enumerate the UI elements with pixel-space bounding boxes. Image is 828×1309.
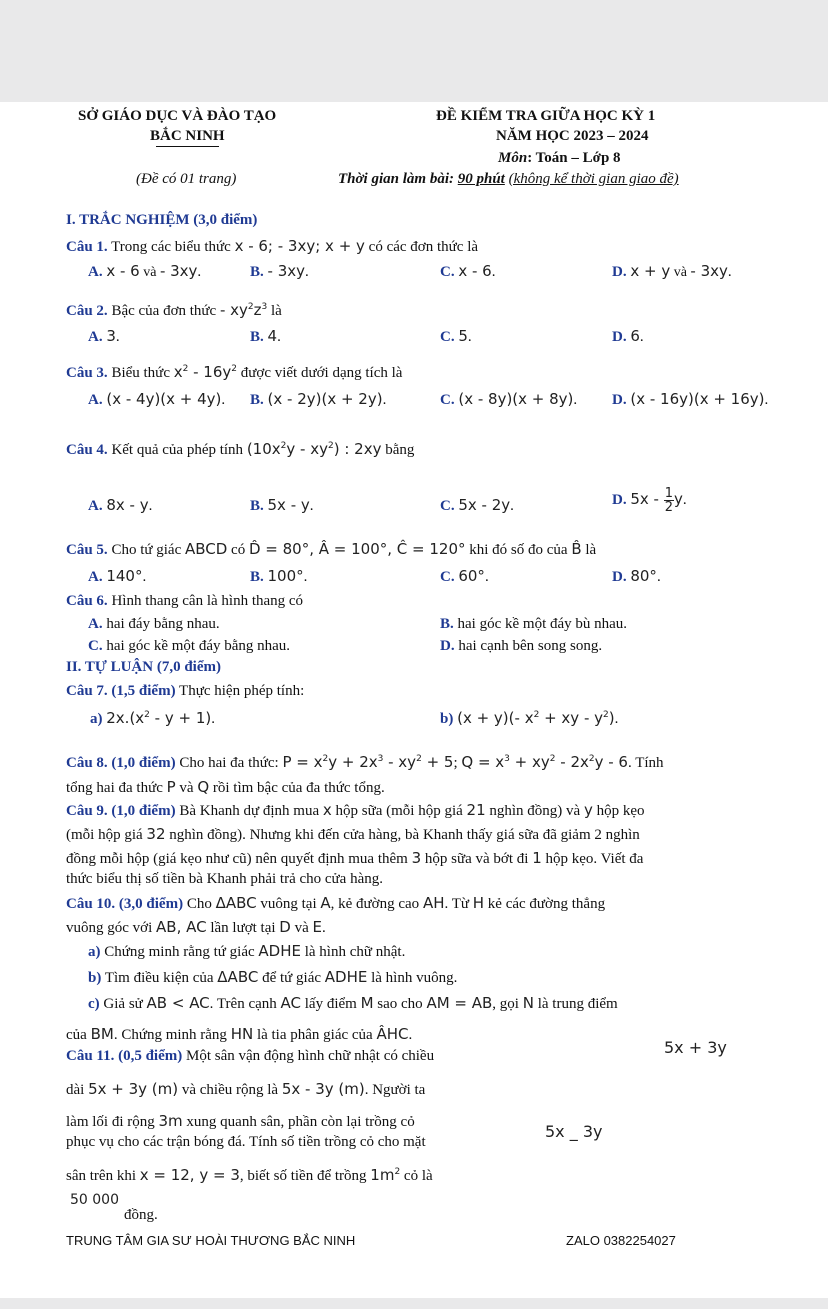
q4-a-value: 8x - y <box>106 496 149 514</box>
q10-b-text: Tìm điều kiện của <box>101 970 218 986</box>
q6-b-label: B. <box>440 616 454 632</box>
section-2-title: II. TỰ LUẬN (7,0 điểm) <box>66 659 222 675</box>
header-province-text: BẮC NINH <box>150 128 225 144</box>
q7-part-b: b) (x + y)(- $x^2$ + xy - $y^2$). <box>440 709 619 727</box>
q1-label: Câu 1. <box>66 239 108 255</box>
q11-l2a: dài <box>66 1082 89 1098</box>
q7-a-label: a) <box>90 711 103 727</box>
q4-b-value: 5x - y <box>267 496 310 514</box>
footer-center-name: TRUNG TÂM GIA SƯ HOÀI THƯƠNG BẮC NINH <box>66 1233 356 1248</box>
q11-l5c: cỏ là <box>400 1168 433 1184</box>
q6-d-text: hai cạnh bên song song. <box>454 638 603 654</box>
q10-c-text: Giả sử <box>99 996 147 1012</box>
q5-c-value: 60° <box>458 567 485 585</box>
q6-b-text: hai góc kề một đáy bù nhau. <box>453 616 628 632</box>
q8-label: Câu 8. (1,0 điểm) <box>66 755 176 771</box>
q5-option-b[interactable]: B. 100°. <box>250 567 308 585</box>
q4-expr: $(10x^2y - xy^2)$ : 2xy <box>246 440 382 458</box>
question-6 <box>66 593 303 610</box>
q1-option-d[interactable]: D. x + y và - 3xy. <box>612 262 732 280</box>
q10-A: A <box>320 894 331 912</box>
q4-option-b[interactable]: B. 5x - y. <box>250 496 314 514</box>
q10-l1c: , kẻ đường cao <box>330 896 423 912</box>
q10-a-text: Chứng minh rằng tứ giác <box>100 944 259 960</box>
question-11 <box>66 1048 434 1065</box>
q9-n1: 1 <box>532 849 542 867</box>
q5-co: có <box>227 542 249 558</box>
q2-text: Bậc của đơn thức <box>107 303 220 319</box>
q4-d-fraction <box>664 487 674 514</box>
q5-a-label: A. <box>88 569 103 585</box>
subject-label: Môn <box>498 150 528 166</box>
q1-a-expr1: x - 6 <box>106 262 140 280</box>
q7-b-label: b) <box>440 711 454 727</box>
q10-a-tail: là hình chữ nhật. <box>300 944 406 960</box>
q10-c2-BM: BM <box>90 1025 114 1043</box>
q6-a-label: A. <box>88 616 103 632</box>
q5-option-d[interactable]: D. 80°. <box>612 567 661 585</box>
question-8 <box>66 753 664 772</box>
question-3 <box>66 363 402 382</box>
q3-text: Biểu thức <box>107 365 174 381</box>
q4-tail: bằng <box>381 442 415 458</box>
q7-a-expr: $2x.(x^2 - y + 1)$ <box>106 709 212 727</box>
q4-option-d[interactable]: D. 5x - $\frac{1}{2}$ y. <box>612 486 687 515</box>
q2-b-label: B. <box>250 329 264 345</box>
q7-text: Thực hiện phép tính: <box>175 683 305 699</box>
q10-l2c: và <box>290 920 313 936</box>
q5-b-label: B. <box>250 569 264 585</box>
q10-c-M: M <box>360 994 374 1012</box>
q10-a-label: a) <box>88 944 101 960</box>
q4-c-label: C. <box>440 498 455 514</box>
q10-line-2 <box>66 918 326 937</box>
q10-c-tail: là trung điểm <box>533 996 618 1012</box>
q5-tail: khi đó số đo của <box>465 542 572 558</box>
q5-angle: B̂ <box>571 540 582 558</box>
q4-d-label: D. <box>612 491 627 508</box>
q1-expr: x - 6; - 3xy; x + y <box>234 237 365 255</box>
question-4 <box>66 440 414 459</box>
q4-label: Câu 4. <box>66 442 108 458</box>
q2-option-c[interactable]: C. 5. <box>440 327 472 345</box>
q11-l1: Một sân vận động hình chữ nhật có chiều <box>182 1048 435 1064</box>
q6-option-a[interactable] <box>88 616 220 633</box>
q5-shape: ABCD <box>184 540 228 558</box>
q8-va: và <box>175 780 198 796</box>
q11-l2b: và chiều rộng là <box>178 1082 282 1098</box>
header-exam-title: ĐỀ KIỂM TRA GIỮA HỌC KỲ 1 <box>436 108 656 124</box>
q8-line-2 <box>66 778 385 797</box>
q3-a-label: A. <box>88 392 103 408</box>
q2-option-b[interactable]: B. 4. <box>250 327 281 345</box>
time-label: Thời gian làm bài: <box>338 171 458 187</box>
q2-a-value: 3 <box>106 327 116 345</box>
q1-d-va: và <box>670 265 691 280</box>
q10-l2b: lần lượt tại <box>206 920 280 936</box>
q3-c-value: (x - 8y)(x + 8y) <box>458 390 574 408</box>
q9-l2b: nghìn đồng). Nhưng khi đến cửa hàng, bà Khanh thấy giá sữa đã giảm 2 nghìn <box>165 827 640 843</box>
q10-part-c-line-2 <box>66 1025 412 1044</box>
q4-text: Kết quả của phép tính <box>107 442 247 458</box>
q10-b-q: ADHE <box>324 968 368 986</box>
q6-c-text: hai góc kề một đáy bằng nhau. <box>102 638 291 654</box>
q3-option-d[interactable]: D. (x - 16y)(x + 16y). <box>612 390 769 408</box>
q5-option-c[interactable]: C. 60°. <box>440 567 489 585</box>
q9-l1c: nghìn đồng) và <box>485 803 584 819</box>
q1-tail: có các đơn thức là <box>364 239 479 255</box>
q1-a-expr2: - 3xy <box>159 262 198 280</box>
q7-part-a: a) $2x.(x^2 - y + 1)$. <box>90 709 215 727</box>
q6-label: Câu 6. <box>66 593 108 609</box>
header-page-note: (Đề có 01 trang) <box>136 171 237 187</box>
q11-l3a: làm lối đi rộng <box>66 1114 159 1130</box>
q10-l1b: vuông tại <box>256 896 321 912</box>
q2-option-a[interactable]: A. 3. <box>88 327 120 345</box>
q10-b-label: b) <box>88 970 102 986</box>
q11-l5a: sân trên khi <box>66 1168 140 1184</box>
q6-option-d[interactable] <box>440 638 602 655</box>
header-divider <box>156 146 219 147</box>
q10-c-label: c) <box>88 996 100 1012</box>
q8-P-sym: P <box>166 778 176 796</box>
q9-l3c: hộp kẹo. Viết đa <box>541 851 644 867</box>
q6-d-label: D. <box>440 638 455 654</box>
q1-a-label: A. <box>88 264 103 280</box>
q3-label: Câu 3. <box>66 365 108 381</box>
q10-b-tri: ΔABC <box>217 968 259 986</box>
q9-l1b: hộp sữa (mỗi hộp giá <box>331 803 467 819</box>
q3-tail: được viết dưới dạng tích là <box>237 365 403 381</box>
q10-c-mid4: , gọi <box>492 996 523 1012</box>
q10-b-tail: là hình vuông. <box>367 970 458 986</box>
q11-l5b: , biết số tiền để trồng <box>239 1168 371 1184</box>
q1-option-c[interactable]: C. x - 6. <box>440 262 496 280</box>
q9-l3b: hộp sữa và bớt đi <box>421 851 533 867</box>
header-province <box>150 128 225 147</box>
q3-c-label: C. <box>440 392 455 408</box>
q11-line-3 <box>66 1112 415 1131</box>
header-subject <box>498 150 621 167</box>
q11-label: Câu 11. (0,5 điểm) <box>66 1048 183 1064</box>
q8-Q-sym: Q <box>197 778 210 796</box>
time-value: 90 phút <box>457 171 505 187</box>
q4-c-value: 5x - 2y <box>458 496 511 514</box>
q8-l2a: tổng hai đa thức <box>66 780 167 796</box>
q10-a-ADHE: ADHE <box>258 942 301 960</box>
q10-part-c <box>88 994 618 1013</box>
q7-b-expr: (x + y)(- $x^2$ + xy - $y^2$) <box>457 709 615 727</box>
q9-l1d: hộp kẹo <box>592 803 645 819</box>
q11-dong: đồng. <box>124 1207 158 1223</box>
q10-b-mid: để tứ giác <box>258 970 325 986</box>
q4-d-denominator: 2 <box>664 500 673 515</box>
q11-line-5 <box>66 1166 433 1185</box>
question-10 <box>66 894 605 913</box>
q10-c-mid1: . Trên cạnh <box>209 996 281 1012</box>
q10-tri: ΔABC <box>215 894 257 912</box>
q8-Q: $Q = x^3 + xy^2 - 2x^2y - 6$ <box>461 753 628 771</box>
q4-d-numerator: 1 <box>664 486 673 501</box>
q10-label: Câu 10. (3,0 điểm) <box>66 896 184 912</box>
q2-d-value: 6 <box>630 327 640 345</box>
q10-c-AC: AC <box>280 994 301 1012</box>
q9-label: Câu 9. (1,0 điểm) <box>66 803 176 819</box>
q9-l3a: đồng mỗi hộp (giá kẹo như cũ) nên quyết định mua thêm <box>66 851 412 867</box>
q8-sep: ; <box>453 755 458 771</box>
q3-b-value: (x - 2y)(x + 2y) <box>267 390 383 408</box>
q2-option-d[interactable]: D. 6. <box>612 327 644 345</box>
q1-b-label: B. <box>250 264 264 280</box>
footer-zalo: ZALO 0382254027 <box>566 1233 676 1248</box>
q3-d-value: (x - 16y)(x + 16y) <box>630 390 765 408</box>
q1-c-expr: x - 6 <box>458 262 492 280</box>
q11-unit: $1m^2$ <box>370 1166 401 1184</box>
q11-line-4: phục vụ cho các trận bóng đá. Tính số tiền trồng cỏ cho mặt <box>66 1134 426 1150</box>
q10-c2-HN: HN <box>230 1025 254 1043</box>
q5-d-label: D. <box>612 569 627 585</box>
q11-length: 5x + 3y (m) <box>88 1080 179 1098</box>
header-time <box>338 171 679 188</box>
q10-D: D <box>279 918 291 936</box>
q10-H: H <box>472 894 485 912</box>
q5-la: là <box>581 542 597 558</box>
q10-c2d: . <box>408 1027 413 1043</box>
q6-option-b[interactable] <box>440 616 627 633</box>
q5-d-value: 80° <box>630 567 657 585</box>
q8-tail: . Tính <box>627 755 664 771</box>
q8-P: $P = x^2y + 2x^3 - xy^2 + 5$ <box>282 753 454 771</box>
q2-expr: - $xy^2z^3$ <box>219 301 268 319</box>
q5-option-a[interactable]: A. 140°. <box>88 567 147 585</box>
q2-a-label: A. <box>88 329 103 345</box>
q11-path-width: 3m <box>158 1112 183 1130</box>
q1-b-expr: - 3xy <box>267 262 305 280</box>
q10-c-mid3: sao cho <box>373 996 427 1012</box>
time-note: (không kể thời gian giao đề) <box>508 171 679 187</box>
q10-c-mid2: lấy điểm <box>301 996 361 1012</box>
q11-line-2 <box>66 1080 425 1099</box>
q10-l2a: vuông góc với <box>66 920 157 936</box>
header-department: SỞ GIÁO DỤC VÀ ĐÀO TẠO <box>78 108 277 124</box>
q1-c-label: C. <box>440 264 455 280</box>
q9-x: x <box>322 801 332 819</box>
q10-c-N: N <box>522 994 534 1012</box>
section-1-title: I. TRẮC NGHIỆM (3,0 điểm) <box>66 212 258 228</box>
q2-c-value: 5 <box>458 327 468 345</box>
q10-E: E <box>312 918 323 936</box>
header-school-year: NĂM HỌC 2023 – 2024 <box>496 128 649 144</box>
q10-AH: AH <box>422 894 445 912</box>
q1-d-expr2: - 3xy <box>690 262 728 280</box>
q1-a-va: và <box>139 265 160 280</box>
question-5 <box>66 540 596 559</box>
q10-c-cond: AB < AC <box>146 994 210 1012</box>
q3-option-a[interactable]: A. (x - 4y)(x + 4y). <box>88 390 226 408</box>
q2-label: Câu 2. <box>66 303 108 319</box>
q10-ABAC: AB, AC <box>156 918 207 936</box>
question-7 <box>66 683 304 700</box>
q10-c2c: là tia phân giác của <box>253 1027 377 1043</box>
q10-c2-angle: ÂHC <box>376 1025 409 1043</box>
q2-c-label: C. <box>440 329 455 345</box>
q3-expr: $x^2 - 16y^2$ <box>173 363 238 381</box>
q9-line-3 <box>66 849 643 868</box>
q9-y: y <box>583 801 593 819</box>
q3-option-b[interactable]: B. (x - 2y)(x + 2y). <box>250 390 387 408</box>
q4-option-c[interactable]: C. 5x - 2y. <box>440 496 514 514</box>
q10-l2d: . <box>322 920 326 936</box>
q5-label: Câu 5. <box>66 542 108 558</box>
q7-label: Câu 7. (1,5 điểm) <box>66 683 176 699</box>
q5-text: Cho tứ giác <box>107 542 185 558</box>
question-2 <box>66 301 282 320</box>
q2-tail: là <box>267 303 282 319</box>
q9-l2a: (mỗi hộp giá <box>66 827 147 843</box>
figure-length-label: 5x + 3y <box>664 1038 727 1057</box>
q6-a-text: hai đáy bằng nhau. <box>102 616 220 632</box>
q10-l1d: . Từ <box>444 896 473 912</box>
q10-l1e: kẻ các đường thẳng <box>484 896 606 912</box>
q8-text: Cho hai đa thức: <box>175 755 283 771</box>
q4-d-pre: 5x - <box>630 489 664 508</box>
q11-l3b: xung quanh sân, phần còn lại trồng cỏ <box>182 1114 415 1130</box>
q8-l2b: rồi tìm bậc của đa thức tổng. <box>209 780 385 796</box>
q3-a-value: (x - 4y)(x + 4y) <box>106 390 222 408</box>
q11-l2c: . Người ta <box>364 1082 426 1098</box>
q10-part-a <box>88 942 405 961</box>
q10-c2b: . Chứng minh rằng <box>113 1027 231 1043</box>
q5-condition: D̂ = 80°, Â = 100°, Ĉ = 120° <box>248 540 466 558</box>
subject-value: : Toán – Lớp 8 <box>527 150 621 166</box>
question-1 <box>66 237 478 256</box>
q5-a-value: 140° <box>106 567 143 585</box>
q1-d-label: D. <box>612 264 627 280</box>
q5-b-value: 100° <box>267 567 304 585</box>
q2-b-value: 4 <box>267 327 278 345</box>
q4-b-label: B. <box>250 498 264 514</box>
q10-c-eq: AM = AB <box>426 994 493 1012</box>
q9-n3: 3 <box>411 849 422 867</box>
q10-c2a: của <box>66 1027 91 1043</box>
q4-option-a[interactable]: A. 8x - y. <box>88 496 153 514</box>
q1-d-expr1: x + y <box>630 262 671 280</box>
q3-option-c[interactable]: C. (x - 8y)(x + 8y). <box>440 390 578 408</box>
q1-text: Trong các biểu thức <box>107 239 235 255</box>
q11-price: 50 000 <box>70 1192 119 1208</box>
q1-option-b[interactable]: B. - 3xy. <box>250 262 309 280</box>
q11-width: 5x - 3y (m) <box>281 1080 365 1098</box>
q10-l1a: Cho <box>183 896 216 912</box>
q1-option-a[interactable]: A. x - 6 và - 3xy. <box>88 262 202 280</box>
q3-d-label: D. <box>612 392 627 408</box>
question-9 <box>66 801 645 820</box>
q5-c-label: C. <box>440 569 455 585</box>
q9-l1a: Bà Khanh dự định mua <box>175 803 323 819</box>
q6-text: Hình thang cân là hình thang có <box>107 593 304 609</box>
q9-line-4: thức biểu thị số tiền bà Khanh phải trả cho cửa hàng. <box>66 871 383 887</box>
q6-option-c[interactable] <box>88 638 290 655</box>
figure-width-label: 5x _ 3y <box>545 1122 603 1141</box>
q9-line-2 <box>66 825 640 844</box>
q2-d-label: D. <box>612 329 627 345</box>
q9-p2: 32 <box>146 825 166 843</box>
q11-values: x = 12, y = 3 <box>139 1166 240 1184</box>
q3-b-label: B. <box>250 392 264 408</box>
q10-part-b <box>88 968 457 987</box>
q9-p1: 21 <box>466 801 486 819</box>
q6-c-label: C. <box>88 638 103 654</box>
q4-d-post: y <box>674 489 683 508</box>
q4-a-label: A. <box>88 498 103 514</box>
